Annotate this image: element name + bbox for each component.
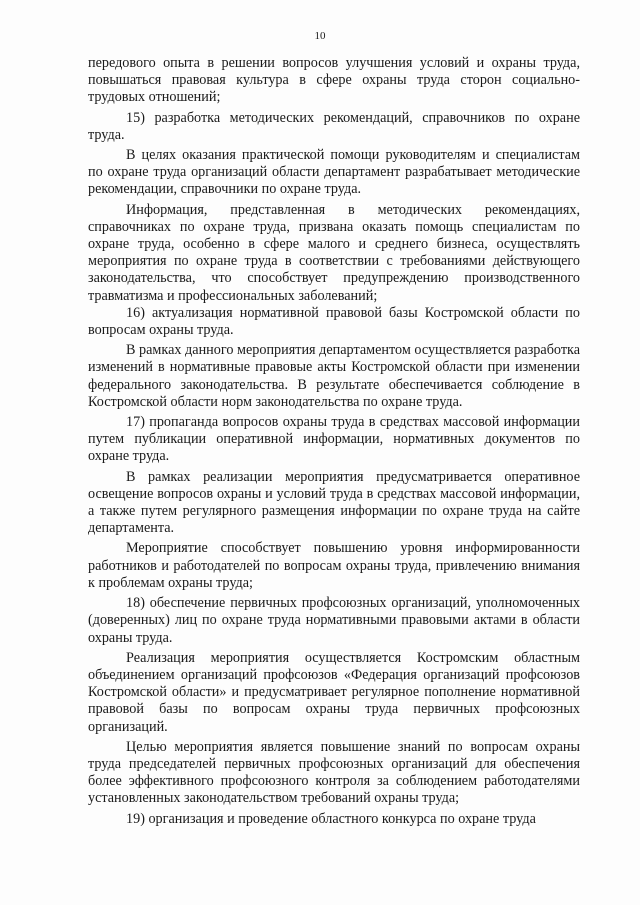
page-number: 10 [314, 30, 326, 42]
paragraph-2: 15) разработка методических рекомендаций, справочников по охране труда. [88, 109, 580, 143]
paragraph-4: Информация, представленная в методических рекомендациях, справочниках по охране труда, призвана оказать помощь специалистам по охране труда, особенно в сфере малого и среднего бизнеса, осуществлять мероприятия по охране труда в соответствии с требованиями действующего законодательства, что способствует предупреждению производственного травматизма и профессиональных заболеваний; [88, 201, 580, 304]
paragraph-10: 18) обеспечение первичных профсоюзных организаций, уполномоченных (доверенных) лиц по охране труда нормативными правовыми актами в области охраны труда. [88, 595, 580, 646]
paragraph-8: В рамках реализации мероприятия предусматривается оперативное освещение вопросов охраны и условий труда в средствах массовой информации, а также путем регулярного размещения информации по охране труда на сайте департамента. [88, 468, 580, 537]
paragraph-12: Целью мероприятия является повышение знаний по вопросам охраны труда председателей первичных профсоюзных организаций для обеспечения более эффективного профсоюзного контроля за соблюдением работодателями установленных законодательством требований охраны труда; [88, 738, 580, 807]
paragraph-7: 17) пропаганда вопросов охраны труда в средствах массовой информации путем публикации оперативной информации, нормативных документов по охране труда. [88, 414, 580, 465]
paragraph-3: В целях оказания практической помощи руководителям и специалистам по охране труда организаций области департамент разрабатывает методические рекомендации, справочники по охране труда. [88, 147, 580, 198]
paragraph-9: Мероприятие способствует повышению уровня информированности работников и работодателей по вопросам охраны труда, привлечению внимания к проблемам охраны труда; [88, 540, 580, 591]
paragraph-5: 16) актуализация нормативной правовой базы Костромской области по вопросам охраны труда. [88, 304, 580, 339]
paragraph-11: Реализация мероприятия осуществляется Костромским областным объединением организаций профсоюзов «Федерация организаций профсоюзов Костромской области» и предусматривает регулярное пополнение нормативной правовой базы по вопросам охраны труда первичных профсоюзных организаций. [88, 649, 580, 735]
paragraph-13: 19) организация и проведение областного конкурса по охране труда [126, 810, 536, 827]
document-body [88, 55, 580, 828]
paragraph-1: передового опыта в решении вопросов улучшения условий и охраны труда, повышаться правовая культура в сфере охраны труда сторон социально-трудовых отношений; [88, 55, 580, 106]
paragraph-6: В рамках данного мероприятия департаментом осуществляется разработка изменений в нормативные правовые акты Костромской области при изменении федерального законодательства. В результате обеспечивается соблюдение в Костромской области норм законодательства по охране труда. [88, 342, 580, 410]
